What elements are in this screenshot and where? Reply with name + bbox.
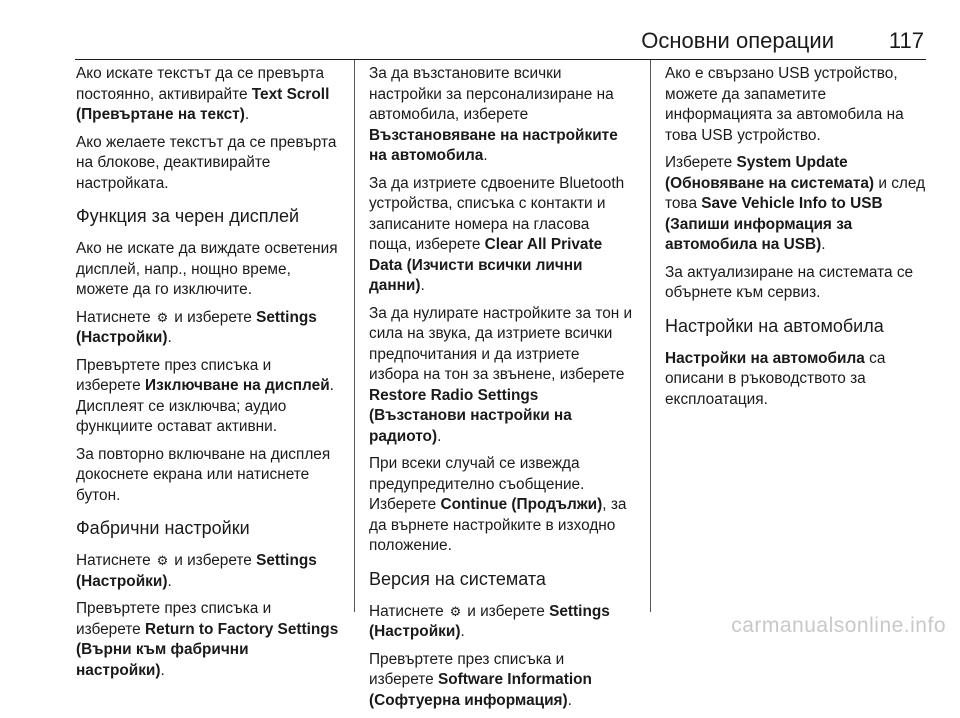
menu-term: Възстановяване на настройките на автомобила [369,126,618,164]
paragraph: За актуализиране на системата се обърнете към сервиз. [665,263,914,301]
section-heading: Настройки на автомобила [665,315,884,336]
menu-term: Save Vehicle Info to USB (Запиши информация за автомобила на USB) [665,195,883,253]
menu-term: Настройки на автомобила [665,349,865,367]
paragraph: Превъртете през списъка и изберете Return to Factory Settings (Върни към фабрични настройки). [76,600,339,679]
column-3 [665,64,929,417]
paragraph: За повторно включване на дисплея докоснете екрана или натиснете бутон. [76,445,331,504]
header-rule [75,59,926,60]
menu-term: Settings (Настройки) [369,602,610,640]
menu-term: Изключване на дисплей [145,377,330,394]
paragraph: При всеки случай се извежда предупредително съобщение. Изберете Continue (Продължи), за да върнете настройките в изходно положение. [369,455,627,554]
menu-term: Clear All Private Data (Изчисти всички лични данни) [369,236,603,294]
watermark: carmanualsonline.info [731,614,946,637]
paragraph: Натиснете ⚙ и изберете Settings (Настройки). [76,308,317,346]
paragraph: Ако е свързано USB устройство, можете да запаметите информацията за автомобила на това USB устройство. [665,65,904,144]
menu-term: Continue (Продължи) [440,496,603,513]
menu-term: Software Information (Софтуерна информация) [369,671,592,709]
gear-icon: ⚙ [156,309,169,325]
paragraph: Превъртете през списъка и изберете Изключване на дисплей. Дисплеят се изключва; аудио функциите остават активни. [76,356,334,435]
column-2 [369,64,633,718]
gear-icon: ⚙ [449,603,462,619]
page-header [75,28,926,58]
menu-term: Text Scroll (Превъртане на текст) [76,85,330,123]
section-heading: Функция за черен дисплей [76,206,300,226]
paragraph: Ако не искате да виждате осветения дисплей, напр., нощно време, можете да го изключите. [76,240,338,298]
column-1 [76,64,340,688]
column-divider [354,60,355,612]
column-divider [650,60,651,612]
page-number: 117 [888,28,924,53]
paragraph: Ако желаете текстът да се превърта на блокове, деактивирайте настройката. [76,133,337,192]
menu-term: System Update (Обновяване на системата) [665,154,875,192]
paragraph: Натиснете ⚙ и изберете Settings (Настройки). [76,552,317,590]
paragraph: Ако искате текстът да се превърта постоянно, активирайте Text Scroll (Превъртане на текст). [76,65,330,123]
section-heading: Версия на системата [369,568,546,589]
gear-icon: ⚙ [156,553,169,568]
menu-term: Return to Factory Settings (Върни към фабрични настройки) [76,620,339,679]
paragraph: Натиснете ⚙ и изберете Settings (Настройки). [369,602,610,640]
menu-term: Settings (Настройки) [76,552,317,590]
paragraph: Превъртете през списъка и изберете Software Information (Софтуерна информация). [369,650,592,709]
paragraph: Настройки на автомобила са описани в ръководството за експлоатация. [665,349,886,408]
paragraph: За да възстановите всички настройки за персонализиране на автомобила, изберете Възстановяване на настройките на автомобила. [369,65,618,164]
paragraph: За да нулирате настройките за тон и сила на звука, да изтриете всички предпочитания и да изтриете избора на тон за звънене, изберете Restore Radio Settings (Възстанови настройки на радиото). [369,304,633,445]
menu-term: Restore Radio Settings (Възстанови настройки на радиото) [369,386,572,445]
paragraph: Изберете System Update (Обновяване на системата) и след това Save Vehicle Info to USB (Запиши информация за автомобила на USB). [665,154,926,253]
paragraph: За да изтриете сдвоените Bluetooth устройства, списъка с контакти и записаните номера на гласова поща, изберете Clear All Private Data (Изчисти всички лични данни). [369,174,625,294]
menu-term: Settings (Настройки) [76,308,317,346]
section-title: Основни операции [641,28,834,53]
section-heading: Фабрични настройки [76,518,250,538]
